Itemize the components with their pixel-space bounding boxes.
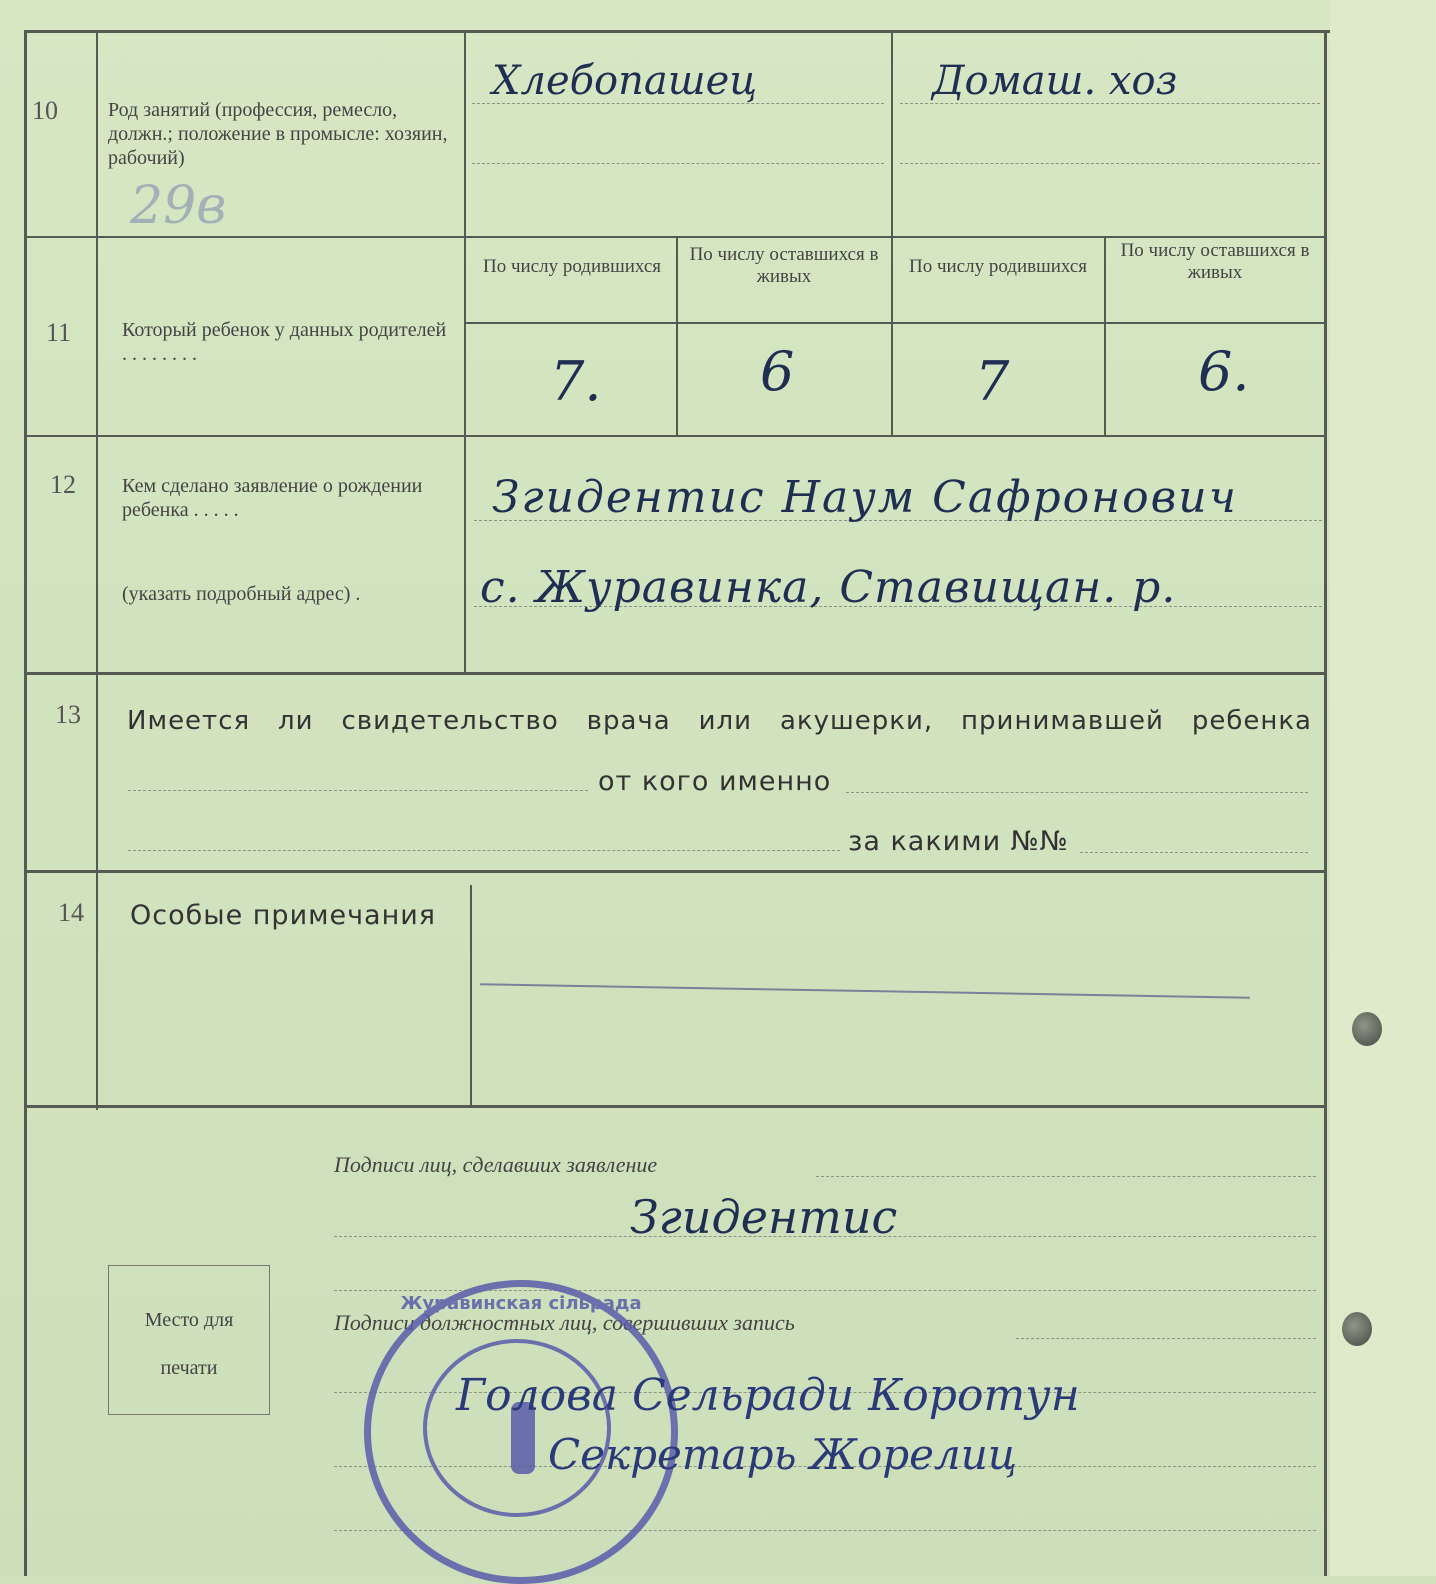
subcolumn-divider	[676, 238, 678, 435]
declarants-signature-label: Подписи лиц, сделавших заявление	[334, 1152, 658, 1177]
row-number: 13	[55, 700, 81, 729]
parent-column-divider	[891, 30, 893, 435]
mother-occupation: Домаш. хоз	[932, 58, 1178, 104]
declarant-name: Згидентис Наум Сафронович	[492, 472, 1238, 523]
fill-line	[472, 163, 884, 164]
row-divider	[24, 672, 1324, 675]
seal-placeholder-box	[108, 1265, 270, 1415]
declarant-label: Кем сделано заявление о рождении ребенка . . . . .	[122, 475, 423, 521]
born-header: По числу родившихся	[908, 256, 1088, 277]
alive-header: По числу оставшихся в живых	[1120, 240, 1310, 283]
row-divider	[24, 1105, 1324, 1108]
official-signature-2: Секретарь Жорелиц	[548, 1430, 1018, 1479]
from-whom-label: от кого именно	[598, 766, 832, 797]
row-number: 11	[46, 318, 72, 347]
subheader-divider	[466, 322, 1324, 324]
stamp-text: Журавинская сільрада	[400, 1293, 642, 1314]
fill-line	[1016, 1338, 1316, 1339]
father-born-count: 7.	[550, 350, 602, 413]
fill-line	[1080, 852, 1308, 853]
remarks-column-divider	[470, 885, 472, 1105]
fill-line	[128, 850, 840, 851]
fill-line	[900, 163, 1320, 164]
right-border	[1324, 30, 1327, 1576]
punch-hole	[1342, 1312, 1372, 1346]
margin-pencil-note: 29в	[130, 176, 227, 236]
numbers-label: за какими №№	[848, 826, 1069, 857]
declarant-signature: Згидентис	[630, 1190, 898, 1244]
left-border	[24, 30, 27, 1576]
officials-signature-label: Подписи должностных лиц, совершивших запись	[334, 1310, 795, 1335]
row-number: 10	[32, 96, 58, 125]
mother-born-count: 7	[975, 350, 1010, 413]
child-order-label: Который ребенок у данных родителей . . . . . . . .	[122, 319, 447, 365]
official-signature-1: Голова Сельради Коротун	[456, 1370, 1080, 1421]
row-divider	[24, 870, 1324, 873]
punch-hole	[1352, 1012, 1382, 1046]
row-divider	[24, 435, 1324, 437]
father-occupation: Хлебопашец	[492, 58, 758, 104]
alive-header: По числу оставшихся в живых	[689, 244, 879, 287]
declarant-address: с. Журавинка, Ставищан. р.	[480, 562, 1177, 613]
subcolumn-divider	[1104, 238, 1106, 435]
row-divider	[24, 236, 1324, 238]
mother-alive-count: 6.	[1198, 340, 1250, 403]
seal-label: Место для печати	[144, 1309, 234, 1379]
number-column-divider	[96, 30, 98, 1110]
address-label: (указать подробный адрес) .	[122, 583, 361, 605]
top-border	[24, 30, 1330, 33]
remarks-label: Особые примечания	[130, 900, 437, 931]
fill-line	[128, 790, 588, 791]
row-number: 12	[50, 470, 76, 499]
label-column-divider	[464, 30, 466, 675]
born-header: По числу родившихся	[482, 256, 662, 277]
father-alive-count: 6	[760, 340, 795, 403]
fill-line	[816, 1176, 1316, 1177]
row-number: 14	[58, 898, 84, 927]
certificate-question: Имеется ли свидетельство врача или акушерки, принимавшей ребенка	[127, 706, 1312, 736]
fill-line	[846, 792, 1308, 793]
remarks-dash	[480, 983, 1250, 998]
occupation-label: Род занятий (профессия, ремесло, должн.; положение в промысле: хозяин, рабочий)	[108, 99, 448, 169]
